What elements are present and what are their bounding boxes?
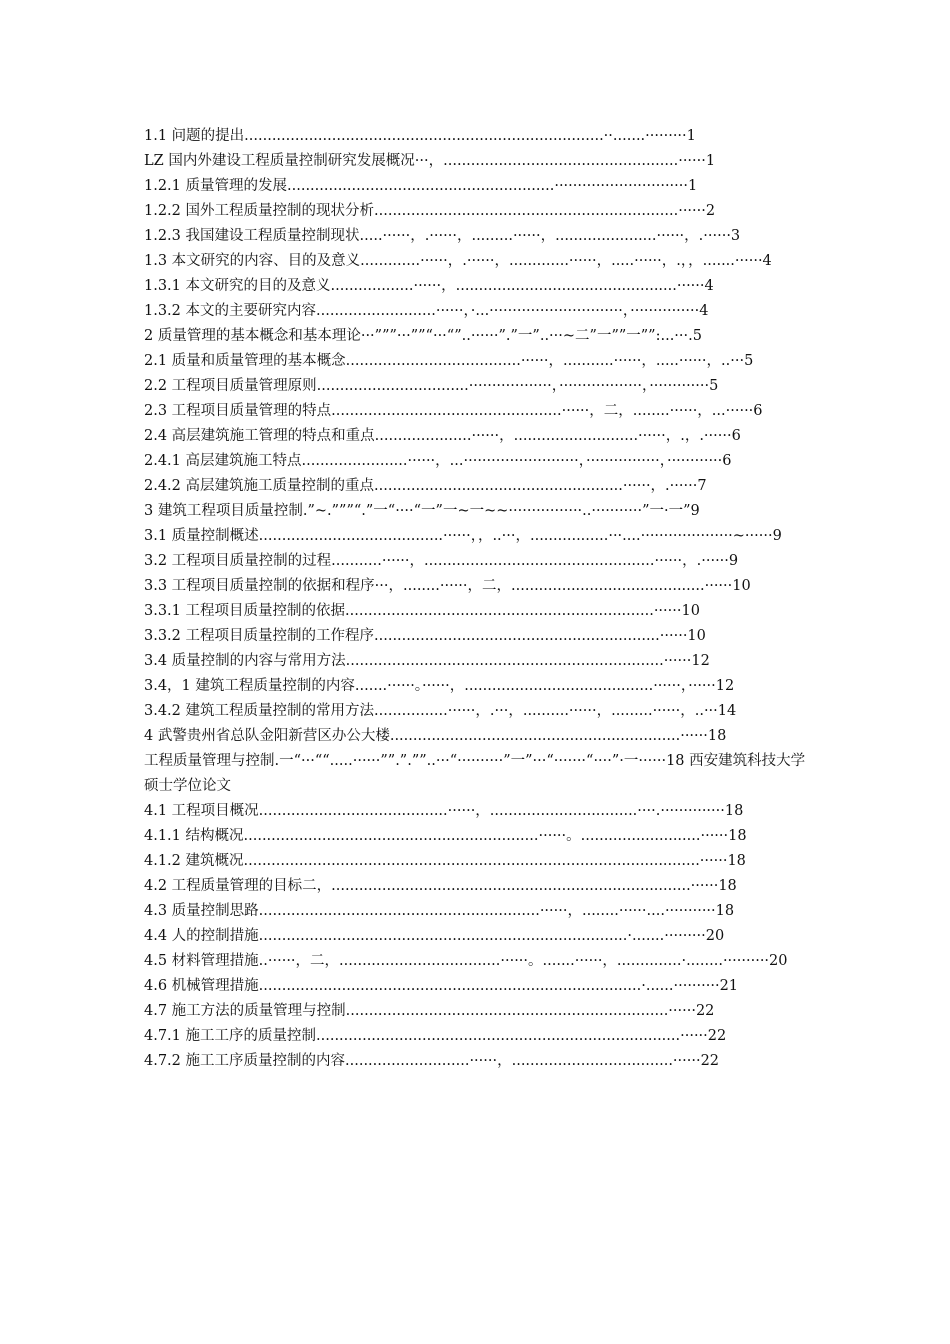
toc-entry-2-3: 2.3 工程项目质量管理的特点..................................................······，二，........······，...······6 <box>144 403 763 419</box>
toc-entry-1-3: 1.3 本文研究的内容、目的及意义.............······，.······，.............······，.....······，.，，.......······4 <box>144 253 772 269</box>
toc-entry-2-4-2: 2.4.2 高层建筑施工质量控制的重点......................................................······，.······7 <box>144 478 707 494</box>
toc-entry-1-2: LZ 国内外建设工程质量控制研究发展概况···，...................................................······1 <box>144 153 716 169</box>
toc-entry-3-4: 3.4 质量控制的内容与常用方法.....................................................................······12 <box>144 653 710 669</box>
toc-entry-1-1: 1.1 问题的提出..............................................................................··.......·········1 <box>144 128 696 144</box>
toc-entry-3: 3 建筑工程项目质量控制.”~.”””“.”一“····“一”一~一~~················..···········”一·一”9 <box>144 503 700 519</box>
toc-entry-3-3: 3.3 工程项目质量控制的依据和程序···，........······，二，..........................................······10 <box>144 578 751 594</box>
toc-entry-3-2: 3.2 工程项目质量控制的过程...........······，..................................................······，.······9 <box>144 553 739 569</box>
toc-entry-2-4: 2.4 高层建筑施工管理的特点和重点.....................······，...........................······，.，.······6 <box>144 428 741 444</box>
toc-entry-2-1: 2.1 质量和质量管理的基本概念......................................······，...........······，.....······，..···5 <box>144 353 754 369</box>
toc-entry-2-2: 2.2 工程项目质量管理原则.................................··················，··················，·············5 <box>144 378 719 394</box>
toc-entry-4-4: 4.4 人的控制措施................................................................................·.......·········20 <box>144 928 725 944</box>
toc-entry-4-1: 4.1 工程项目概况.........................................······，................................····.··············18 <box>144 803 744 819</box>
toc-entry-2-4-1: 2.4.1 高层建筑施工特点.......................······，...·························，················，············6 <box>144 453 732 469</box>
toc-entry-4-1-2: 4.1.2 建筑概况...................................................................................................······18 <box>144 853 746 869</box>
toc-entry-4-1-1: 4.1.1 结构概况................................................................······。..........................······18 <box>144 828 747 844</box>
toc-entry-4-6: 4.6 机械管理措施...................................................................................·......··········21 <box>144 978 739 994</box>
toc-entry-4-continued: 工程质量管理与控制.一“···““.....······””.”.””..···“··········”一”···“·······“····”·一······18 西安建筑科技大学硕士学位论文 <box>144 753 806 794</box>
toc-entry-2: 2 质量管理的基本概念和基本理论···”””···””“···“”..······”.”一”..···~二”一””一””:...···.5 <box>144 328 702 344</box>
toc-entry-1-3-1: 1.3.1 本文研究的目的及意义..................······，................................................······4 <box>144 278 714 294</box>
toc-entry-4-7-1: 4.7.1 施工工序的质量控制...............................................................................······22 <box>144 1028 727 1044</box>
toc-entry-4-7-2: 4.7.2 施工工序质量控制的内容...........................······，...................................······22 <box>144 1053 720 1069</box>
toc-entry-1-2-1: 1.2.1 质量管理的发展..........................................................·····························1 <box>144 178 698 194</box>
toc-entry-3-1: 3.1 质量控制概述........................................······，，..···，.................···....····················~······9 <box>144 528 782 544</box>
toc-entry-3-3-2: 3.3.2 工程项目质量控制的工作程序..............................................................······10 <box>144 628 706 644</box>
toc-entry-1-2-3: 1.2.3 我国建设工程质量控制现状.....······，.······，.........······，......................······，.······3 <box>144 228 741 244</box>
toc-entry-3-4-1: 3.4，1 建筑工程质量控制的内容.......······。······，.........................................······，······12 <box>144 678 735 694</box>
toc-entry-1-3-2: 1.3.2 本文的主要研究内容..........................······，·...·····························，···············4 <box>144 303 709 319</box>
toc-entry-4-3: 4.3 质量控制思路.............................................................······，........······....···········18 <box>144 903 735 919</box>
toc-entry-1-2-2: 1.2.2 国外工程质量控制的现状分析..................................................................······2 <box>144 203 716 219</box>
toc-entry-3-4-2: 3.4.2 建筑工程质量控制的常用方法................······，.···，..........······，.........······，..···14 <box>144 703 737 719</box>
toc-entry-3-3-1: 3.3.1 工程项目质量控制的依据...................................................................······10 <box>144 603 700 619</box>
toc-entry-4: 4 武警贵州省总队金阳新营区办公大楼...............................................................······18 <box>144 728 727 744</box>
toc-entry-4-5: 4.5 材料管理措施..······，二，...................................······。.......······，..............·........··········20 <box>144 953 788 969</box>
toc-entry-4-2: 4.2 工程质量管理的目标二，..............................................................................······18 <box>144 878 737 894</box>
toc-entry-4-7: 4.7 施工方法的质量管理与控制......................................................................······22 <box>144 1003 715 1019</box>
table-of-contents <box>144 124 812 1074</box>
